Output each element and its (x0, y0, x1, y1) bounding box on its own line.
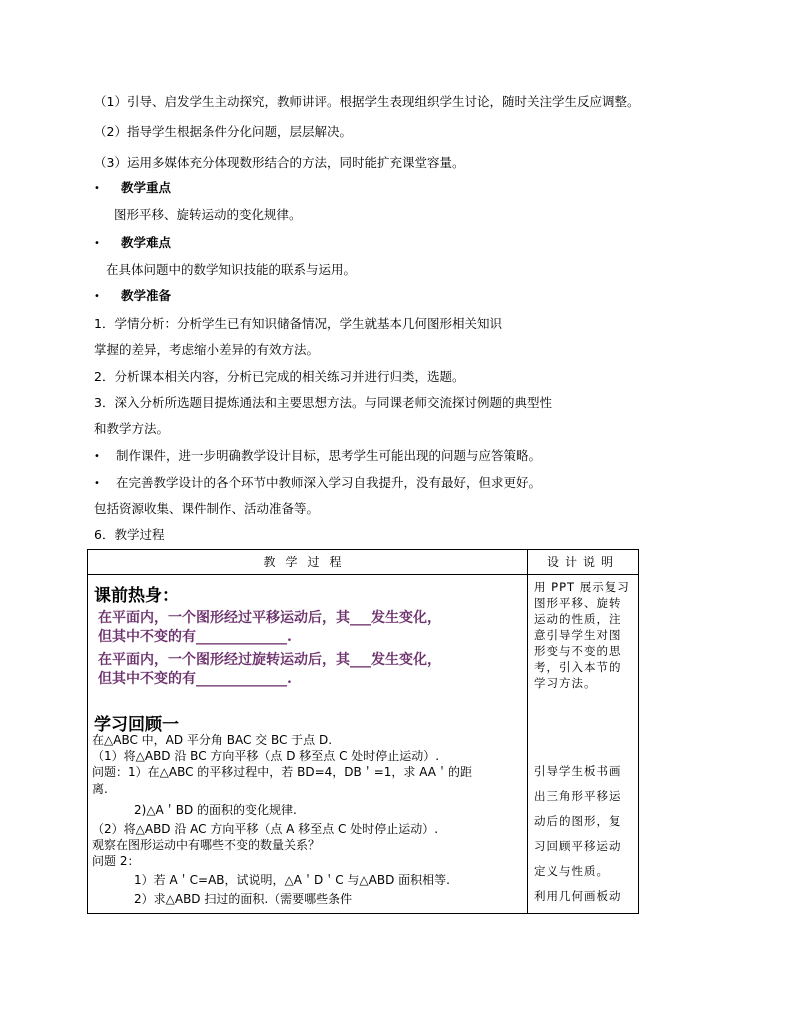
bullet-dot: • (94, 451, 100, 462)
heading-key-points: 教学重点 (121, 180, 172, 195)
warmup-q2-line1: 在平面内，一个图形经过旋转运动后，其___发生变化， (98, 652, 441, 668)
note-line: 学习方法。 (534, 676, 597, 690)
bullet-dot: • (94, 238, 100, 249)
para-3: （3）运用多媒体充分体现数形结合的方法，同时能扩充课堂容量。 (94, 155, 465, 170)
note-line: 图形平移、旋转 (534, 596, 622, 610)
review-line: （1）将△ABD 沿 BC 方向平移（点 D 移至点 C 处时停止运动）. (92, 749, 440, 763)
review-line: 问题 2： (92, 854, 140, 868)
prep-item-1b: 掌握的差异，考虑缩小差异的有效方法。 (94, 342, 320, 357)
prep-item-5: 在完善教学设计的各个环节中教师深入学习自我提升，没有最好，但求更好。 (116, 475, 542, 490)
review-line: 2)△A＇BD 的面积的变化规律. (134, 803, 297, 817)
prep-item-1a: 1．学情分析：分析学生已有知识储备情况，学生就基本几何图形相关知识 (94, 316, 502, 331)
heading-preparation: 教学准备 (121, 288, 172, 303)
bullet-dot: • (94, 478, 100, 489)
prep-item-3a: 3．深入分析所选题目提炼通法和主要思想方法。与同课老师交流探讨例题的典型性 (94, 395, 552, 410)
note-line: 习回顾平移运动 (534, 839, 622, 853)
review-line: 离. (92, 782, 108, 796)
review-line: 2）求△ABD 扫过的面积.（需要哪些条件 (134, 892, 353, 906)
note-line: 意引导学生对图 (534, 628, 622, 642)
bullet-dot: • (94, 183, 100, 194)
prep-item-6: 包括资源收集、课件制作、活动准备等。 (94, 501, 320, 516)
process-cell (88, 575, 528, 914)
heading-difficulties: 教学难点 (121, 235, 172, 250)
header-design-notes: 设计说明 (528, 550, 639, 575)
note-line: 利用几何画板动 (534, 889, 622, 903)
prep-item-4: 制作课件，进一步明确教学设计目标，思考学生可能出现的问题与应答策略。 (116, 448, 542, 463)
note-line: 引导学生板书画 (534, 764, 622, 778)
warmup-q2-line2: 但其中不变的有_____________. (98, 671, 292, 687)
para-1: （1）引导、启发学生主动探究，教师讲评。根据学生表现组织学生讨论，随时关注学生反应调整。 (94, 94, 640, 109)
review-line: 问题：1）在△ABC 的平移过程中，若 BD=4，DB＇=1，求 AA＇的距 (92, 765, 472, 779)
note-line: 用 PPT 展示复习 (534, 580, 630, 594)
teaching-process-table (87, 549, 639, 914)
section-teaching-process: 6．教学过程 (94, 527, 165, 542)
note-line: 定义与性质。 (534, 864, 609, 878)
note-line: 出三角形平移运 (534, 789, 622, 803)
review-line: 1）若 A＇C=AB，试说明，△A＇D＇C 与△ABD 面积相等. (134, 873, 450, 887)
note-line: 考，引入本节的 (534, 660, 622, 674)
prep-item-2: 2．分析课本相关内容，分析已完成的相关练习并进行归类，选题。 (94, 369, 465, 384)
prep-item-3b: 和教学方法。 (94, 421, 170, 436)
key-points-text: 图形平移、旋转运动的变化规律。 (114, 207, 302, 222)
warmup-q1-line2: 但其中不变的有_____________. (98, 629, 292, 645)
design-notes-cell (528, 575, 639, 914)
review-title: 学习回顾一 (94, 715, 179, 735)
header-teaching-process: 教学过程 (88, 550, 528, 575)
para-2: （2）指导学生根据条件分化问题，层层解决。 (94, 124, 352, 139)
note-line: 运动的性质，注 (534, 612, 622, 626)
review-line: （2）将△ABD 沿 AC 方向平移（点 A 移至点 C 处时停止运动）. (92, 822, 439, 836)
review-line: 观察在图形运动中有哪些不变的数量关系？ (92, 838, 321, 852)
warmup-title: 课前热身： (94, 586, 179, 606)
difficulties-text: 在具体问题中的数学知识技能的联系与运用。 (106, 262, 357, 277)
review-line: 在△ABC 中，AD 平分角 BAC 交 BC 于点 D. (92, 733, 333, 747)
warmup-q1-line1: 在平面内，一个图形经过平移运动后，其___发生变化， (98, 610, 441, 626)
bullet-dot: • (94, 291, 100, 302)
note-line: 动后的图形，复 (534, 814, 622, 828)
note-line: 形变与不变的思 (534, 644, 622, 658)
